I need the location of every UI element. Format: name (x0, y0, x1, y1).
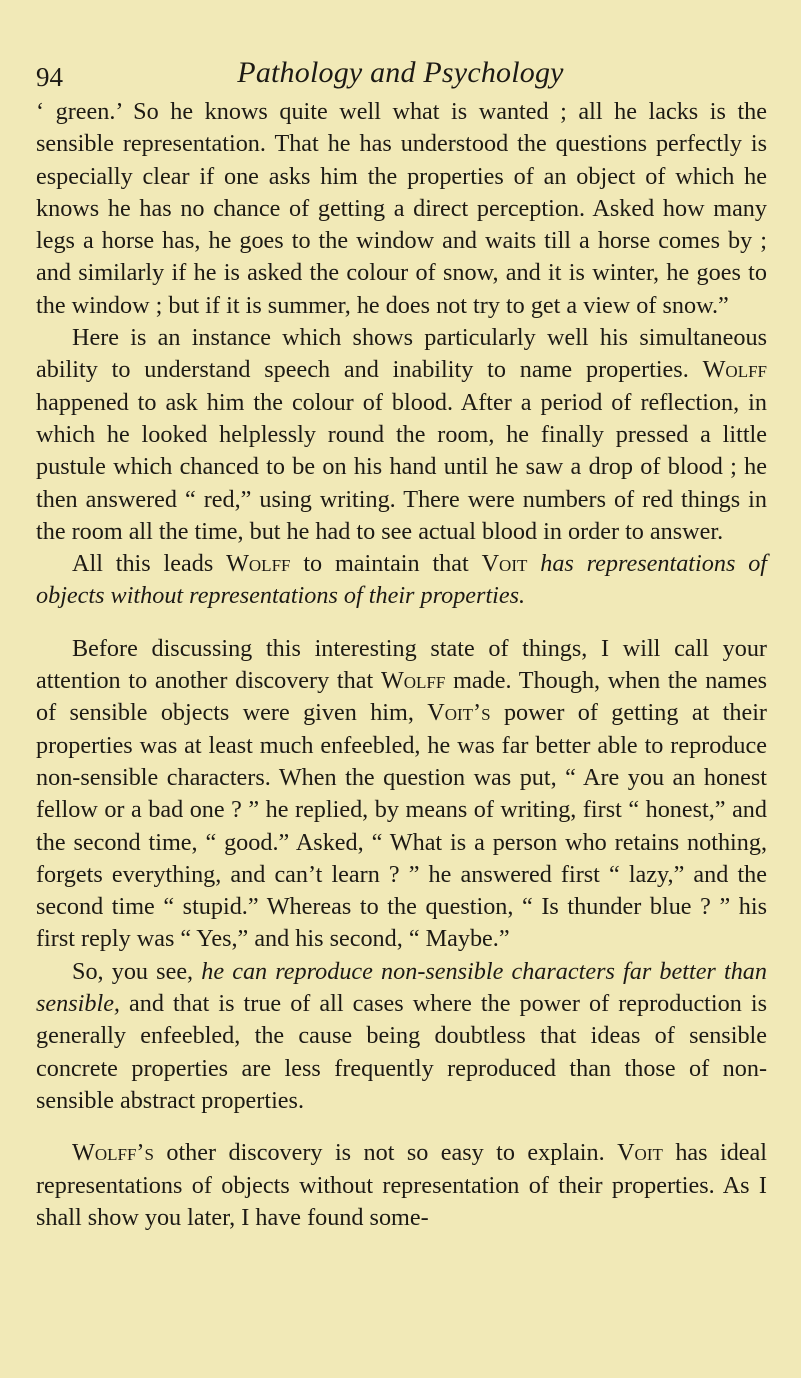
paragraph-4: Before discussing this interesting state of things, I will call your attention to another discovery that Wolff made. Though, when the names of sensible objects were given him, Voit’s power of getting at their properties was at least much enfeebled, he was far better able to reproduce non-sensible characters. When the question was put, “ Are you an honest fellow or a bad one ? ” he replied, by means of writing, first “ honest,” and the second time, “ good.” Asked, “ What is a person who retains nothing, forgets everything, and can’t learn ? ” he answered first “ lazy,” and the second time “ stupid.” Whereas to the question, “ Is thunder blue ? ” his first reply was “ Yes,” and his second, “ Maybe.” (36, 634, 768, 953)
name-voit: Voit (617, 1139, 663, 1167)
paragraph-2: Here is an instance which shows particularly well his simultaneous ability to understand speech and inability to name properties. Wolff happened to ask him the colour of blood. After a period of reflection, in which he looked helplessly round the room, he finally pressed a little pustule which chanced to be on his hand until he saw a drop of blood ; he then answered “ red,” using writing. There were numbers of red things in the room all the time, but he had to see actual blood in order to answer. (36, 324, 767, 545)
body-text (36, 96, 767, 1234)
page-number: 94 (36, 62, 63, 92)
emphasis: he can reproduce non-sensible characters far better than sensible, (36, 957, 767, 1018)
name-voit: Voit (481, 550, 528, 578)
paragraph-6: Wolff’s other discovery is not so easy to explain. Voit has ideal representations of objects without representation of their properties. As I shall show you later, I have found some- (36, 1139, 767, 1231)
running-title: Pathology and Psychology (237, 56, 564, 89)
name-wolff: Wolff (702, 356, 767, 384)
paragraph-5: So, you see, he can reproduce non-sensible characters far better than sensible, and that is true of all cases where the power of reproduction is generally enfeebled, the cause being doubtless that ideas of sensible concrete properties are less frequently reproduced than those of non-sensible abstract properties. (36, 957, 767, 1114)
name-voit: Voit’s (427, 699, 491, 727)
paragraph-1: ‘ green.’ So he knows quite well what is wanted ; all he lacks is the sensible representation. That he has understood the questions perfectly is especially clear if one asks him the properties of an object of which he knows he has no chance of getting a direct perception. Asked how many legs a horse has, he goes to the window and waits till a horse comes by ; and similarly if he is asked the colour of snow, and it is winter, he goes to the window ; but if it is summer, he does not try to get a view of snow.” (36, 98, 767, 319)
name-wolff: Wolff’s (72, 1139, 154, 1167)
paragraph-gap (36, 1117, 767, 1137)
paragraph-3: All this leads Wolff to maintain that Voit has representations of objects without representations of their properties. (36, 550, 768, 610)
paragraph-gap (36, 613, 767, 633)
emphasis: has representations of objects without representations of their properties. (36, 550, 768, 610)
name-wolff: Wolff (380, 667, 446, 695)
name-wolff: Wolff (226, 550, 291, 578)
